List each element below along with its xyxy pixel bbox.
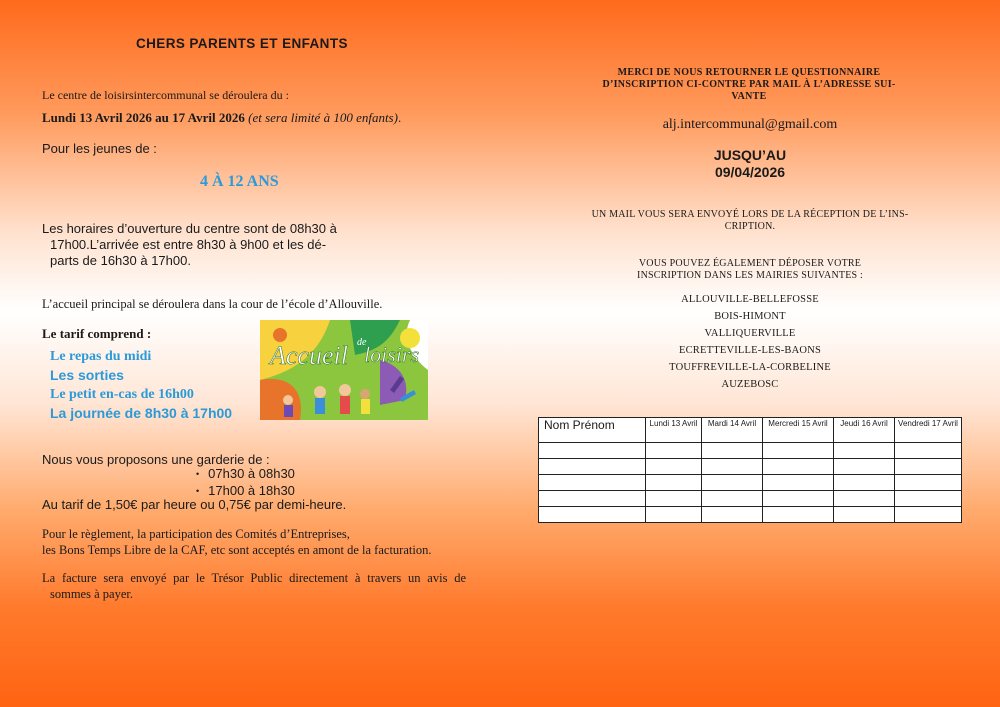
mairie-item: VALLIQUERVILLE <box>704 328 796 339</box>
day-cell[interactable] <box>763 459 834 475</box>
day-cell[interactable] <box>702 459 763 475</box>
table-row <box>539 475 962 491</box>
day-cell[interactable] <box>646 443 702 459</box>
return-instructions-line: MERCI DE NOUS RETOURNER LE QUESTIONNAIRE <box>617 67 881 78</box>
deadline <box>540 147 960 181</box>
return-instructions <box>590 67 908 103</box>
day-cell[interactable] <box>763 443 834 459</box>
day-cell[interactable] <box>895 459 962 475</box>
header-day: Lundi 13 Avril <box>646 418 702 443</box>
day-cell[interactable] <box>834 443 895 459</box>
header-day: Mercredi 15 Avril <box>763 418 834 443</box>
age-range: 4 À 12 ANS <box>200 173 279 190</box>
day-cell[interactable] <box>895 507 962 523</box>
name-cell[interactable] <box>539 491 646 507</box>
day-cell[interactable] <box>702 475 763 491</box>
day-cell[interactable] <box>763 507 834 523</box>
day-cell[interactable] <box>702 491 763 507</box>
garderie-title: Nous vous proposons une garderie de : <box>42 452 270 467</box>
jeunes-label: Pour les jeunes de : <box>42 141 157 156</box>
confirmation-line: UN MAIL VOUS SERA ENVOYÉ LORS DE LA RÉCEPTION DE L’INS- <box>591 209 909 220</box>
tarif-title: Le tarif comprend : <box>42 326 152 341</box>
day-cell[interactable] <box>646 507 702 523</box>
contact-email[interactable]: alj.intercommunal@gmail.com <box>662 117 838 132</box>
day-cell[interactable] <box>895 491 962 507</box>
dates-end: . <box>397 110 402 125</box>
day-cell[interactable] <box>834 491 895 507</box>
return-instructions-line: D’INSCRIPTION CI-CONTRE PAR MAIL À L’ADRESSE SUI- <box>602 79 896 90</box>
logo-text-de: de <box>357 337 367 348</box>
mairie-note-line: VOUS POUVEZ ÉGALEMENT DÉPOSER VOTRE <box>638 258 862 269</box>
confirmation-note <box>570 209 930 233</box>
day-cell[interactable] <box>834 507 895 523</box>
mairie-note <box>570 258 930 282</box>
reglement-text <box>42 526 466 558</box>
left-page-title: CHERS PARENTS ET ENFANTS <box>136 36 348 51</box>
day-cell[interactable] <box>763 491 834 507</box>
header-day: Jeudi 16 Avril <box>834 418 895 443</box>
garderie-item: • 07h30 à 08h30 <box>196 466 295 483</box>
table-row <box>539 443 962 459</box>
logo-text-accueil: Accueil <box>270 341 348 370</box>
garderie-list <box>196 466 295 500</box>
table-header-row <box>539 418 962 443</box>
opening-hours-line: 17h00.L’arrivée est entre 8h30 à 9h00 et les dé- <box>50 237 327 252</box>
mairie-item: ECRETTEVILLE-LES-BAONS <box>678 345 822 356</box>
reglement-line: les Bons Temps Libre de la CAF, etc sont acceptés en amont de la facturation. <box>42 543 432 557</box>
name-cell[interactable] <box>539 507 646 523</box>
facture-line: La facture sera envoyé par le Trésor Public directement à travers un avis de <box>42 571 466 585</box>
table-row <box>539 507 962 523</box>
tarif-item: Les sorties <box>50 367 124 383</box>
header-day: Vendredi 17 Avril <box>895 418 962 443</box>
header-day: Mardi 14 Avril <box>702 418 763 443</box>
day-cell[interactable] <box>646 475 702 491</box>
tarif-list <box>50 347 232 423</box>
return-instructions-line: VANTE <box>731 91 767 102</box>
mairie-note-line: INSCRIPTION DANS LES MAIRIES SUIVANTES : <box>637 270 863 281</box>
tarif-item: Le petit en-cas de 16h00 <box>50 387 194 402</box>
opening-hours-line: Les horaires d’ouverture du centre sont de 08h30 à <box>42 221 337 236</box>
garderie-price: Au tarif de 1,50€ par heure ou 0,75€ par demi-heure. <box>42 497 347 512</box>
dates-italic: (et sera limité à 100 enfants) <box>248 110 398 125</box>
table-row <box>539 491 962 507</box>
header-nom-prenom: Nom Prénom <box>539 418 646 443</box>
deadline-date: 09/04/2026 <box>714 164 786 180</box>
deadline-label: JUSQU’AU <box>713 147 787 163</box>
day-cell[interactable] <box>646 459 702 475</box>
tarif-item: Le repas du midi <box>50 349 152 364</box>
day-cell[interactable] <box>895 475 962 491</box>
reglement-line: Pour le règlement, la participation des Comités d’Entreprises, <box>42 527 350 541</box>
mairie-item: ALLOUVILLE-BELLEFOSSE <box>681 294 819 305</box>
day-cell[interactable] <box>834 459 895 475</box>
logo-text-loisirs: loisirs <box>364 342 420 367</box>
day-cell[interactable] <box>646 491 702 507</box>
day-cell[interactable] <box>834 475 895 491</box>
day-cell[interactable] <box>702 507 763 523</box>
tarif-item: La journée de 8h30 à 17h00 <box>50 405 233 421</box>
opening-hours-line: parts de 16h30 à 17h00. <box>50 253 191 268</box>
name-cell[interactable] <box>539 459 646 475</box>
mairie-item: TOUFFREVILLE-LA-CORBELINE <box>669 362 831 373</box>
accueil-de-loisirs-logo <box>260 320 428 420</box>
inscription-table <box>538 417 962 523</box>
logo-illustration <box>260 320 428 420</box>
facture-text <box>42 570 466 602</box>
day-cell[interactable] <box>702 443 763 459</box>
table-row <box>539 459 962 475</box>
mairie-item: AUZEBOSC <box>721 379 779 390</box>
dates-text <box>42 110 401 126</box>
day-cell[interactable] <box>763 475 834 491</box>
mairies-list <box>620 291 880 393</box>
day-cell[interactable] <box>895 443 962 459</box>
main-venue-text: L’accueil principal se déroulera dans la cour de l’école d’Allouville. <box>42 297 383 311</box>
name-cell[interactable] <box>539 475 646 491</box>
opening-hours-text <box>42 221 352 269</box>
name-cell[interactable] <box>539 443 646 459</box>
intro-text: Le centre de loisirsintercommunal se déroulera du : <box>42 88 289 102</box>
garderie-item: • 17h00 à 18h30 <box>196 483 295 500</box>
dates-bold: Lundi 13 Avril 2026 au 17 Avril 2026 <box>42 110 245 125</box>
mairie-item: BOIS-HIMONT <box>714 311 786 322</box>
confirmation-line: CRIPTION. <box>724 221 776 232</box>
facture-line: sommes à payer. <box>50 587 133 601</box>
